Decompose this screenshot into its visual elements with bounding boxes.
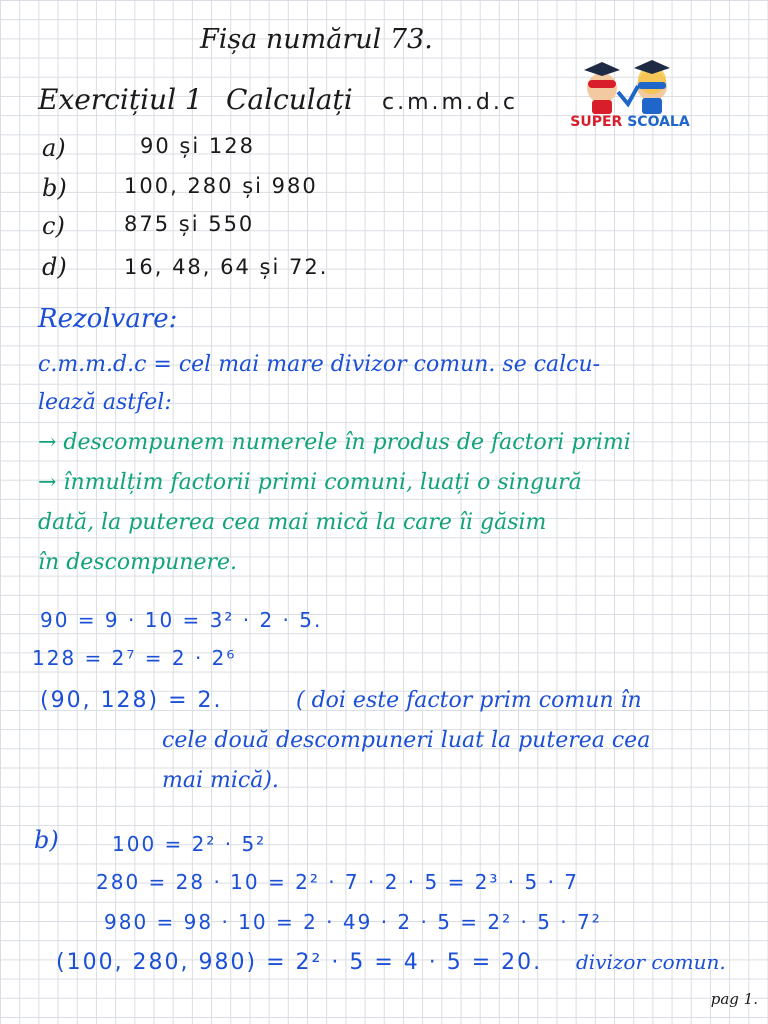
exercise-target: c.m.m.d.c <box>382 90 518 115</box>
work-b-line-2: 280 = 28 · 10 = 2² · 7 · 2 · 5 = 2³ · 5 · 7 <box>96 870 580 894</box>
solution-line-1: c.m.m.d.c = cel mai mare divizor comun. se calcu- <box>38 352 601 377</box>
work-b-result: (100, 280, 980) = 2² · 5 = 4 · 5 = 20. <box>56 950 543 975</box>
work-a-result: (90, 128) = 2. <box>40 688 223 713</box>
logo-word-super: SUPER <box>570 114 623 130</box>
work-a-note-1: ( doi este factor prim comun în <box>296 688 642 713</box>
solution-heading: Rezolvare: <box>38 304 178 334</box>
item-b-letter: b) <box>42 174 67 202</box>
solution-line-5: dată, la puterea cea mai mică la care îi găsim <box>38 510 547 535</box>
item-c-letter: c) <box>42 212 65 240</box>
work-b-line-3: 980 = 98 · 10 = 2 · 49 · 2 · 5 = 2² · 5 · 7² <box>104 910 602 934</box>
item-a-letter: a) <box>42 134 66 162</box>
item-d-letter: d) <box>42 253 67 281</box>
work-a-line-1: 90 = 9 · 10 = 3² · 2 · 5. <box>40 608 323 632</box>
page-number: pag 1. <box>710 990 758 1008</box>
item-a-text: 90 și 128 <box>140 134 255 158</box>
mascots-icon <box>568 56 692 116</box>
work-a-note-2: cele două descompuneri luat la puterea cea <box>162 728 651 753</box>
work-b-letter: b) <box>34 826 59 854</box>
logo-word-scoala: SCOALA <box>627 114 690 130</box>
exercise-label: Exercițiul 1 <box>38 83 203 116</box>
worksheet-title: Fișa numărul 73. <box>200 24 433 55</box>
work-a-note-3: mai mică). <box>162 768 279 793</box>
solution-line-2: lează astfel: <box>38 390 172 415</box>
solution-line-4: → înmulțim factorii primi comuni, luați o singură <box>38 470 582 495</box>
work-b-line-1: 100 = 2² · 5² <box>112 832 267 856</box>
exercise-task: Calculați <box>226 83 353 116</box>
logo-wordmark <box>568 114 692 130</box>
item-c-text: 875 și 550 <box>124 212 255 236</box>
item-b-text: 100, 280 și 980 <box>124 174 318 198</box>
item-d-text: 16, 48, 64 și 72. <box>124 255 329 279</box>
solution-line-3: → descompunem numerele în produs de factori primi <box>38 430 631 455</box>
work-a-line-2: 128 = 2⁷ = 2 · 2⁶ <box>32 646 237 670</box>
work-b-result-note: divizor comun. <box>576 950 726 974</box>
super-scoala-logo <box>568 56 692 136</box>
solution-line-6: în descompunere. <box>38 550 237 575</box>
